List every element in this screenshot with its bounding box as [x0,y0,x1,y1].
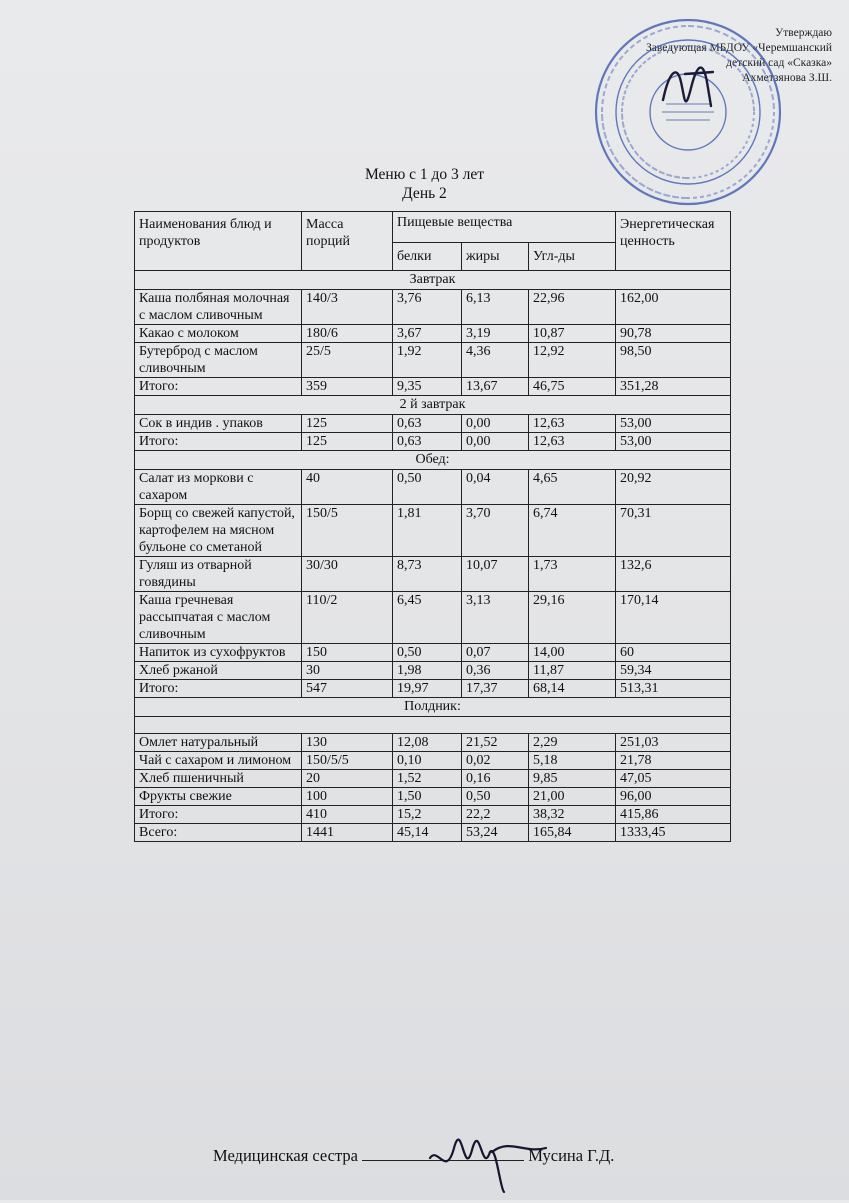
table-row [135,824,731,842]
carbs-value: 5,18 [529,752,616,770]
dish-name: Фрукты свежие [135,788,302,806]
portion-mass: 25/5 [302,343,393,378]
menu-heading [0,165,849,203]
portion-mass: 180/6 [302,325,393,343]
table-row [135,415,731,433]
portion-mass: 1441 [302,824,393,842]
blank-row [135,717,731,734]
col-header-fats: жиры [462,242,529,270]
proteins-value: 3,76 [393,290,462,325]
dish-name: Итого: [135,680,302,698]
portion-mass: 125 [302,433,393,451]
table-row [135,343,731,378]
fats-value: 10,07 [462,557,529,592]
fats-value: 3,19 [462,325,529,343]
fats-value: 0,02 [462,752,529,770]
dish-name: Каша полбяная молочная с маслом сливочным [135,290,302,325]
energy-value: 1333,45 [616,824,731,842]
section-row [135,451,731,470]
fats-value: 0,36 [462,662,529,680]
fats-value: 0,50 [462,788,529,806]
carbs-value: 11,87 [529,662,616,680]
proteins-value: 0,63 [393,415,462,433]
fats-value: 13,67 [462,378,529,396]
energy-value: 90,78 [616,325,731,343]
energy-value: 132,6 [616,557,731,592]
energy-value: 60 [616,644,731,662]
dish-name: Какао с молоком [135,325,302,343]
dish-name: Гуляш из отварной говядины [135,557,302,592]
table-header-row [135,212,731,243]
carbs-value: 10,87 [529,325,616,343]
proteins-value: 6,45 [393,592,462,644]
dish-name: Каша гречневая рассыпчатая с маслом сливочным [135,592,302,644]
fats-value: 22,2 [462,806,529,824]
blank-cell [135,717,731,734]
proteins-value: 1,50 [393,788,462,806]
carbs-value: 12,63 [529,433,616,451]
dish-name: Итого: [135,433,302,451]
carbs-value: 9,85 [529,770,616,788]
portion-mass: 547 [302,680,393,698]
table-row [135,770,731,788]
proteins-value: 8,73 [393,557,462,592]
table-row [135,644,731,662]
energy-value: 20,92 [616,470,731,505]
carbs-value: 4,65 [529,470,616,505]
portion-mass: 20 [302,770,393,788]
carbs-value: 14,00 [529,644,616,662]
dish-name: Напиток из сухофруктов [135,644,302,662]
dish-name: Хлеб ржаной [135,662,302,680]
dish-name: Салат из моркови с сахаром [135,470,302,505]
energy-value: 415,86 [616,806,731,824]
carbs-value: 29,16 [529,592,616,644]
carbs-value: 165,84 [529,824,616,842]
portion-mass: 410 [302,806,393,824]
portion-mass: 150/5/5 [302,752,393,770]
portion-mass: 140/3 [302,290,393,325]
fats-value: 21,52 [462,734,529,752]
proteins-value: 0,10 [393,752,462,770]
energy-value: 98,50 [616,343,731,378]
portion-mass: 40 [302,470,393,505]
portion-mass: 150/5 [302,505,393,557]
fats-value: 0,16 [462,770,529,788]
dish-name: Хлеб пшеничный [135,770,302,788]
portion-mass: 30 [302,662,393,680]
energy-value: 251,03 [616,734,731,752]
fats-value: 0,00 [462,433,529,451]
nurse-signature [420,1118,550,1198]
portion-mass: 359 [302,378,393,396]
menu-title: Меню с 1 до 3 лет [364,166,485,183]
energy-value: 53,00 [616,415,731,433]
portion-mass: 100 [302,788,393,806]
director-signature [655,52,725,122]
carbs-value: 2,29 [529,734,616,752]
proteins-value: 0,50 [393,470,462,505]
energy-value: 47,05 [616,770,731,788]
dish-name: Бутерброд с маслом сливочным [135,343,302,378]
section-title: Завтрак [135,271,731,290]
section-row [135,698,731,717]
carbs-value: 6,74 [529,505,616,557]
col-header-energy: Энергетическая ценность [616,212,731,271]
table-row [135,325,731,343]
col-header-mass: Масса порций [302,212,393,271]
table-row [135,752,731,770]
table-row [135,680,731,698]
fats-value: 0,07 [462,644,529,662]
table-row [135,788,731,806]
proteins-value: 45,14 [393,824,462,842]
portion-mass: 130 [302,734,393,752]
approval-line: детский сад «Сказка» [726,57,832,69]
approval-line: Ахметзянова З.Ш. [742,72,832,84]
col-header-name: Наименования блюд и продуктов [135,212,302,271]
proteins-value: 1,52 [393,770,462,788]
carbs-value: 21,00 [529,788,616,806]
fats-value: 0,04 [462,470,529,505]
menu-table [134,211,731,842]
section-row [135,271,731,290]
table-row [135,662,731,680]
carbs-value: 38,32 [529,806,616,824]
fats-value: 53,24 [462,824,529,842]
energy-value: 53,00 [616,433,731,451]
proteins-value: 3,67 [393,325,462,343]
section-title: 2 й завтрак [135,396,731,415]
section-title: Полдник: [135,698,731,717]
energy-value: 21,78 [616,752,731,770]
energy-value: 59,34 [616,662,731,680]
nurse-name: Мусина Г.Д. [528,1146,615,1165]
col-header-carbs: Угл-ды [529,242,616,270]
proteins-value: 1,92 [393,343,462,378]
table-row [135,734,731,752]
table-row [135,592,731,644]
table-row [135,505,731,557]
proteins-value: 12,08 [393,734,462,752]
energy-value: 170,14 [616,592,731,644]
carbs-value: 46,75 [529,378,616,396]
carbs-value: 1,73 [529,557,616,592]
fats-value: 3,13 [462,592,529,644]
carbs-value: 22,96 [529,290,616,325]
portion-mass: 110/2 [302,592,393,644]
approval-line: Заведующая МБДОУ «Черемшанский [646,42,832,54]
fats-value: 0,00 [462,415,529,433]
portion-mass: 30/30 [302,557,393,592]
portion-mass: 125 [302,415,393,433]
proteins-value: 9,35 [393,378,462,396]
proteins-value: 0,50 [393,644,462,662]
table-row [135,557,731,592]
energy-value: 351,28 [616,378,731,396]
table-row [135,378,731,396]
energy-value: 96,00 [616,788,731,806]
col-header-proteins: белки [393,242,462,270]
portion-mass: 150 [302,644,393,662]
menu-day: День 2 [402,185,447,202]
table-row [135,290,731,325]
col-header-nutrients: Пищевые вещества [393,212,616,243]
fats-value: 17,37 [462,680,529,698]
energy-value: 513,31 [616,680,731,698]
dish-name: Итого: [135,378,302,396]
carbs-value: 12,92 [529,343,616,378]
proteins-value: 0,63 [393,433,462,451]
dish-name: Омлет натуральный [135,734,302,752]
proteins-value: 19,97 [393,680,462,698]
energy-value: 70,31 [616,505,731,557]
dish-name: Итого: [135,806,302,824]
table-row [135,433,731,451]
dish-name: Чай с сахаром и лимоном [135,752,302,770]
proteins-value: 1,98 [393,662,462,680]
proteins-value: 15,2 [393,806,462,824]
table-row [135,806,731,824]
approval-line: Утверждаю [775,27,832,39]
nurse-role: Медицинская сестра [213,1146,358,1165]
fats-value: 4,36 [462,343,529,378]
carbs-value: 68,14 [529,680,616,698]
section-title: Обед: [135,451,731,470]
energy-value: 162,00 [616,290,731,325]
carbs-value: 12,63 [529,415,616,433]
fats-value: 6,13 [462,290,529,325]
fats-value: 3,70 [462,505,529,557]
proteins-value: 1,81 [393,505,462,557]
signature-line [213,1146,614,1166]
dish-name: Всего: [135,824,302,842]
section-row [135,396,731,415]
table-row [135,470,731,505]
dish-name: Борщ со свежей капустой, картофелем на мясном бульоне со сметаной [135,505,302,557]
dish-name: Сок в индив . упаков [135,415,302,433]
